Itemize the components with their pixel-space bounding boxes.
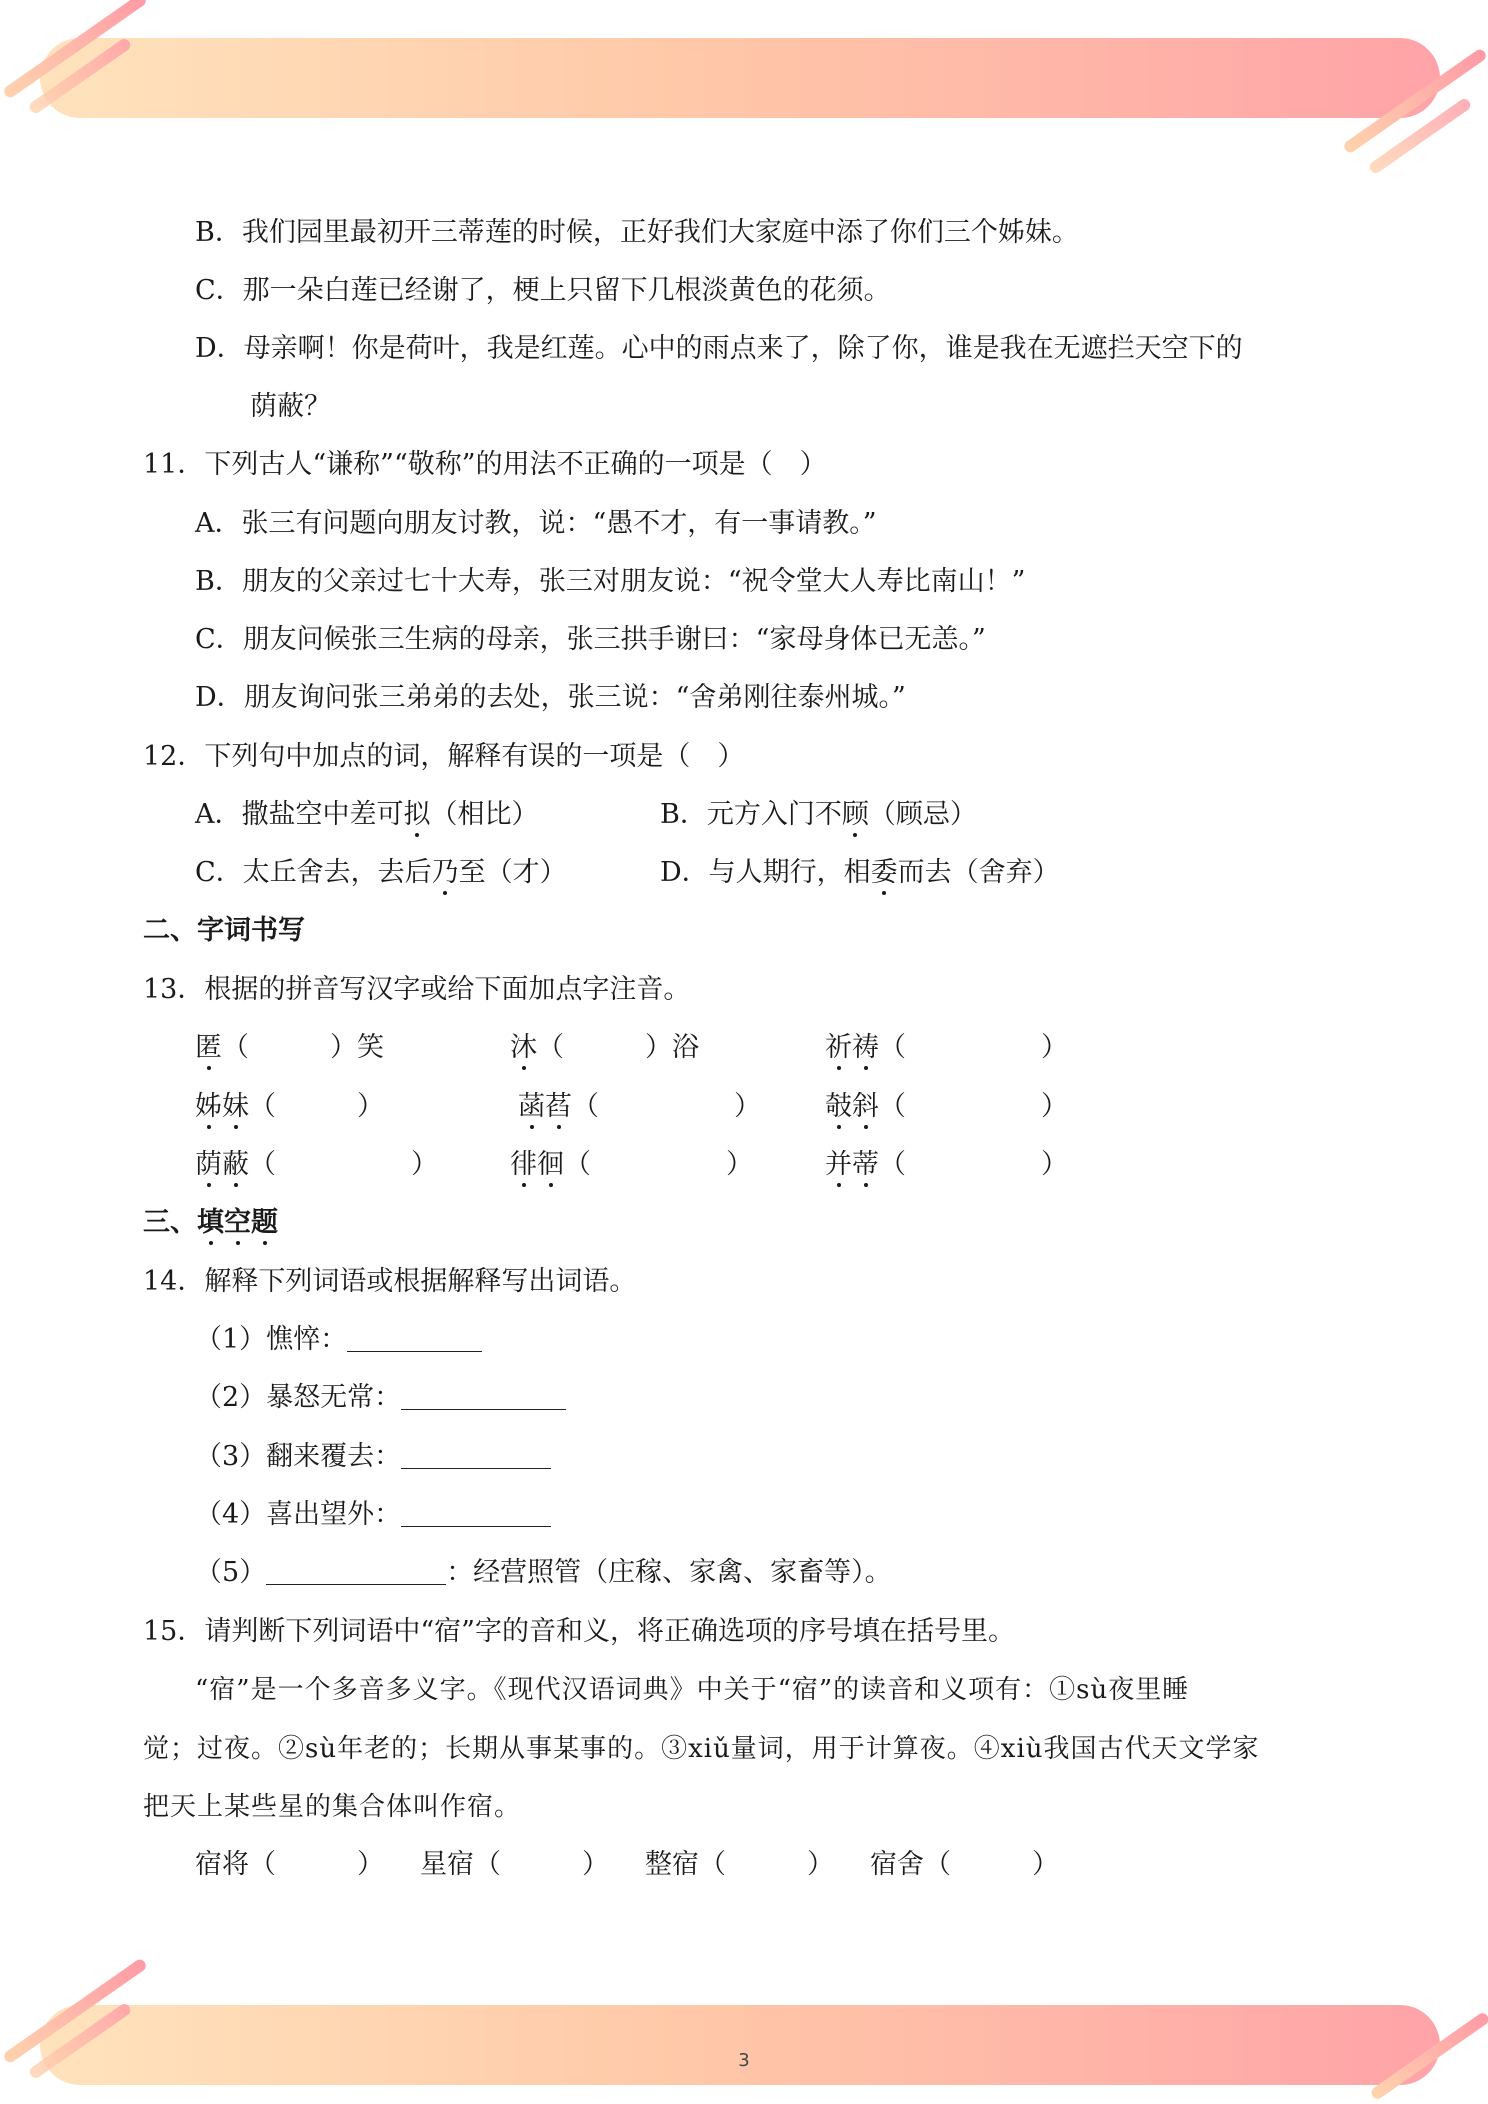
q14-item-3: （3）翻来覆去：	[195, 1439, 551, 1475]
q11-option-a: A．张三有问题向朋友讨教，说：“愚不才，有一事请教。”	[195, 508, 877, 539]
q12-stem: 12．下列句中加点的词，解释有误的一项是（ ）	[143, 741, 745, 772]
answer-blank[interactable]	[401, 1440, 551, 1469]
q11-stem: 11．下列古人“谦称”“敬称”的用法不正确的一项是（ ）	[143, 449, 827, 480]
q14-item-1: （1）憔悴：	[195, 1322, 482, 1358]
q14-stem: 14．解释下列词语或根据解释写出词语。	[143, 1266, 637, 1297]
footer-banner	[40, 2005, 1440, 2085]
q13-item: 并蒂（ ）	[825, 1149, 1068, 1180]
answer-blank[interactable]	[347, 1323, 482, 1352]
answer-blank[interactable]	[266, 1556, 446, 1585]
section-3-heading: 三、填空题	[143, 1207, 278, 1238]
q10-option-d: D．母亲啊！你是荷叶，我是红莲。心中的雨点来了，除了你，谁是我在无遮拦天空下的	[195, 333, 1243, 364]
q14-item-4: （4）喜出望外：	[195, 1497, 551, 1533]
q12-option-b: B．元方入门不顾（顾忌）	[660, 799, 977, 830]
q11-option-c: C．朋友问候张三生病的母亲，张三拱手谢曰：“家母身体已无恙。”	[195, 624, 986, 655]
q15-word-4: 宿舍（ ）	[870, 1849, 1059, 1880]
q10-option-c: C．那一朵白莲已经谢了，梗上只留下几根淡黄色的花须。	[195, 275, 891, 306]
q13-item: 荫蔽（ ）	[195, 1149, 438, 1180]
q13-item: 徘徊（ ）	[510, 1149, 753, 1180]
q14-item-2: （2）暴怒无常：	[195, 1380, 566, 1416]
q10-option-b: B．我们园里最初开三蒂莲的时候，正好我们大家庭中添了你们三个姊妹。	[195, 217, 1079, 248]
page-number: 3	[738, 2050, 750, 2071]
q12-option-d: D．与人期行，相委而去（舍弃）	[660, 857, 1060, 888]
section-2-heading: 二、字词书写	[143, 915, 305, 946]
q15-paragraph-2: 觉；过夜。②sù年老的；长期从事某事的。③xiǔ量词，用于计算夜。④xiù我国古代天文学家	[143, 1734, 1260, 1764]
q11-option-b: B．朋友的父亲过七十大寿，张三对朋友说：“祝令堂大人寿比南山！”	[195, 566, 1026, 597]
answer-blank[interactable]	[401, 1381, 566, 1410]
answer-blank[interactable]	[401, 1498, 551, 1527]
q13-item: 姊妹（ ）	[195, 1091, 384, 1122]
q11-option-d: D．朋友询问张三弟弟的去处，张三说：“舍弟刚往泰州城。”	[195, 682, 906, 713]
q12-option-a: A．撒盐空中差可拟（相比）	[195, 799, 539, 830]
q15-word-3: 整宿（ ）	[645, 1849, 834, 1880]
q13-item: 祈祷（ ）	[825, 1032, 1068, 1063]
q10-option-d-cont: 荫蔽？	[250, 391, 331, 422]
q15-word-2: 星宿（ ）	[420, 1849, 609, 1880]
q15-paragraph-3: 把天上某些星的集合体叫作宿。	[143, 1792, 522, 1822]
q15-paragraph-1: “宿”是一个多音多义字。《现代汉语词典》中关于“宿”的读音和义项有：①sù夜里睡	[195, 1675, 1190, 1705]
q15-word-1: 宿将（ ）	[195, 1849, 384, 1880]
q13-item: 匿（ ）笑	[195, 1032, 384, 1063]
q13-item: 攲斜（ ）	[825, 1091, 1068, 1122]
q14-item-5: （5） ：经营照管（庄稼、家禽、家畜等）。	[195, 1557, 892, 1588]
q13-item: 沐（ ）浴	[510, 1032, 699, 1063]
q13-item: 菡萏（ ）	[518, 1091, 761, 1122]
header-banner	[40, 38, 1440, 118]
q13-stem: 13．根据的拼音写汉字或给下面加点字注音。	[143, 974, 691, 1005]
q12-option-c: C．太丘舍去，去后乃至（才）	[195, 857, 567, 888]
q15-stem: 15．请判断下列词语中“宿”字的音和义，将正确选项的序号填在括号里。	[143, 1616, 1015, 1647]
